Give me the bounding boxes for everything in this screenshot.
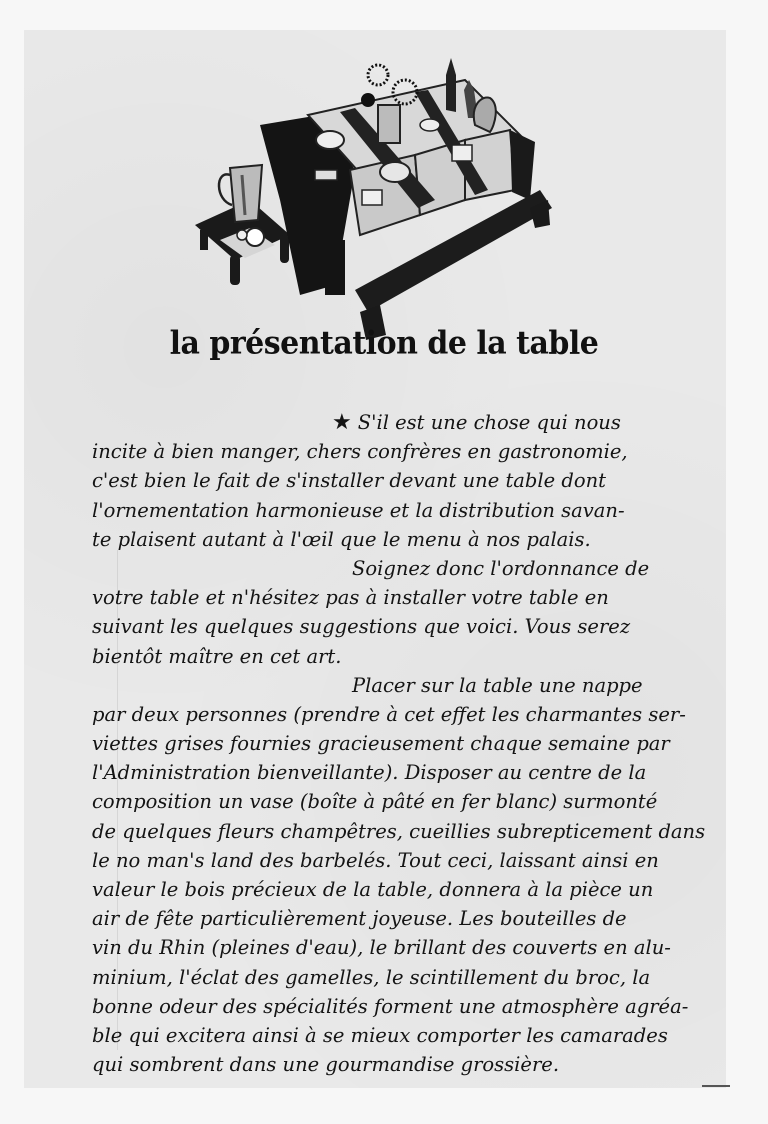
text-line: composition un vase (boîte à pâté en fer blanc) surmonté bbox=[92, 790, 658, 814]
page-title: la présentation de la table bbox=[169, 325, 599, 362]
text-line: qui sombrent dans une gourmandise grossière. bbox=[92, 1053, 560, 1077]
text-line: Placer sur la table une nappe bbox=[352, 673, 643, 697]
text-line: bientôt maître en cet art. bbox=[92, 644, 342, 668]
text-line: Soignez donc l'ordonnance de bbox=[352, 556, 650, 580]
text-line: de quelques fleurs champêtres, cueillies subrepticement dans bbox=[92, 819, 706, 843]
text-line: air de fête particulièrement joyeuse. Les bouteilles de bbox=[92, 907, 627, 931]
text-line: l'ornementation harmonieuse et la distribution savan- bbox=[92, 498, 625, 522]
paragraph-3 bbox=[92, 671, 706, 1080]
text-line: valeur le bois précieux de la table, donnera à la pièce un bbox=[92, 878, 654, 901]
paragraph-1 bbox=[92, 408, 682, 554]
star-icon: ★ bbox=[332, 410, 352, 435]
paragraph-2 bbox=[92, 554, 682, 671]
text-line: bonne odeur des spécialités forment une atmosphère agréa- bbox=[92, 994, 689, 1018]
text-line: l'Administration bienveillante). Disposer au centre de la bbox=[92, 761, 647, 785]
text-line: par deux personnes (prendre à cet effet les charmantes ser- bbox=[92, 702, 686, 726]
text-line: ble qui excitera ainsi à se mieux comporter les camarades bbox=[92, 1023, 668, 1047]
text-line: ★ S'il est une chose qui nous bbox=[332, 410, 621, 435]
text-line: suivant les quelques suggestions que voici. Vous serez bbox=[92, 615, 631, 639]
handwritten-body bbox=[92, 408, 706, 1079]
text-line: te plaisent autant à l'œil que le menu à nos palais. bbox=[92, 527, 591, 551]
text-line: le no man's land des barbelés. Tout ceci, laissant ainsi en bbox=[92, 848, 659, 872]
text-line: c'est bien le fait de s'installer devant une table dont bbox=[92, 469, 607, 493]
text-line: incite à bien manger, chers confrères en gastronomie, bbox=[92, 440, 628, 464]
text-line: viettes grises fournies gracieusement chaque semaine par bbox=[92, 732, 670, 756]
table-setting-illustration bbox=[190, 50, 560, 340]
scan-mark bbox=[702, 1085, 730, 1087]
text-line: vin du Rhin (pleines d'eau), le brillant des couverts en alu- bbox=[92, 936, 671, 960]
text-line: votre table et n'hésitez pas à installer votre table en bbox=[92, 586, 609, 610]
text-line: minium, l'éclat des gamelles, le scintillement du broc, la bbox=[92, 965, 651, 989]
